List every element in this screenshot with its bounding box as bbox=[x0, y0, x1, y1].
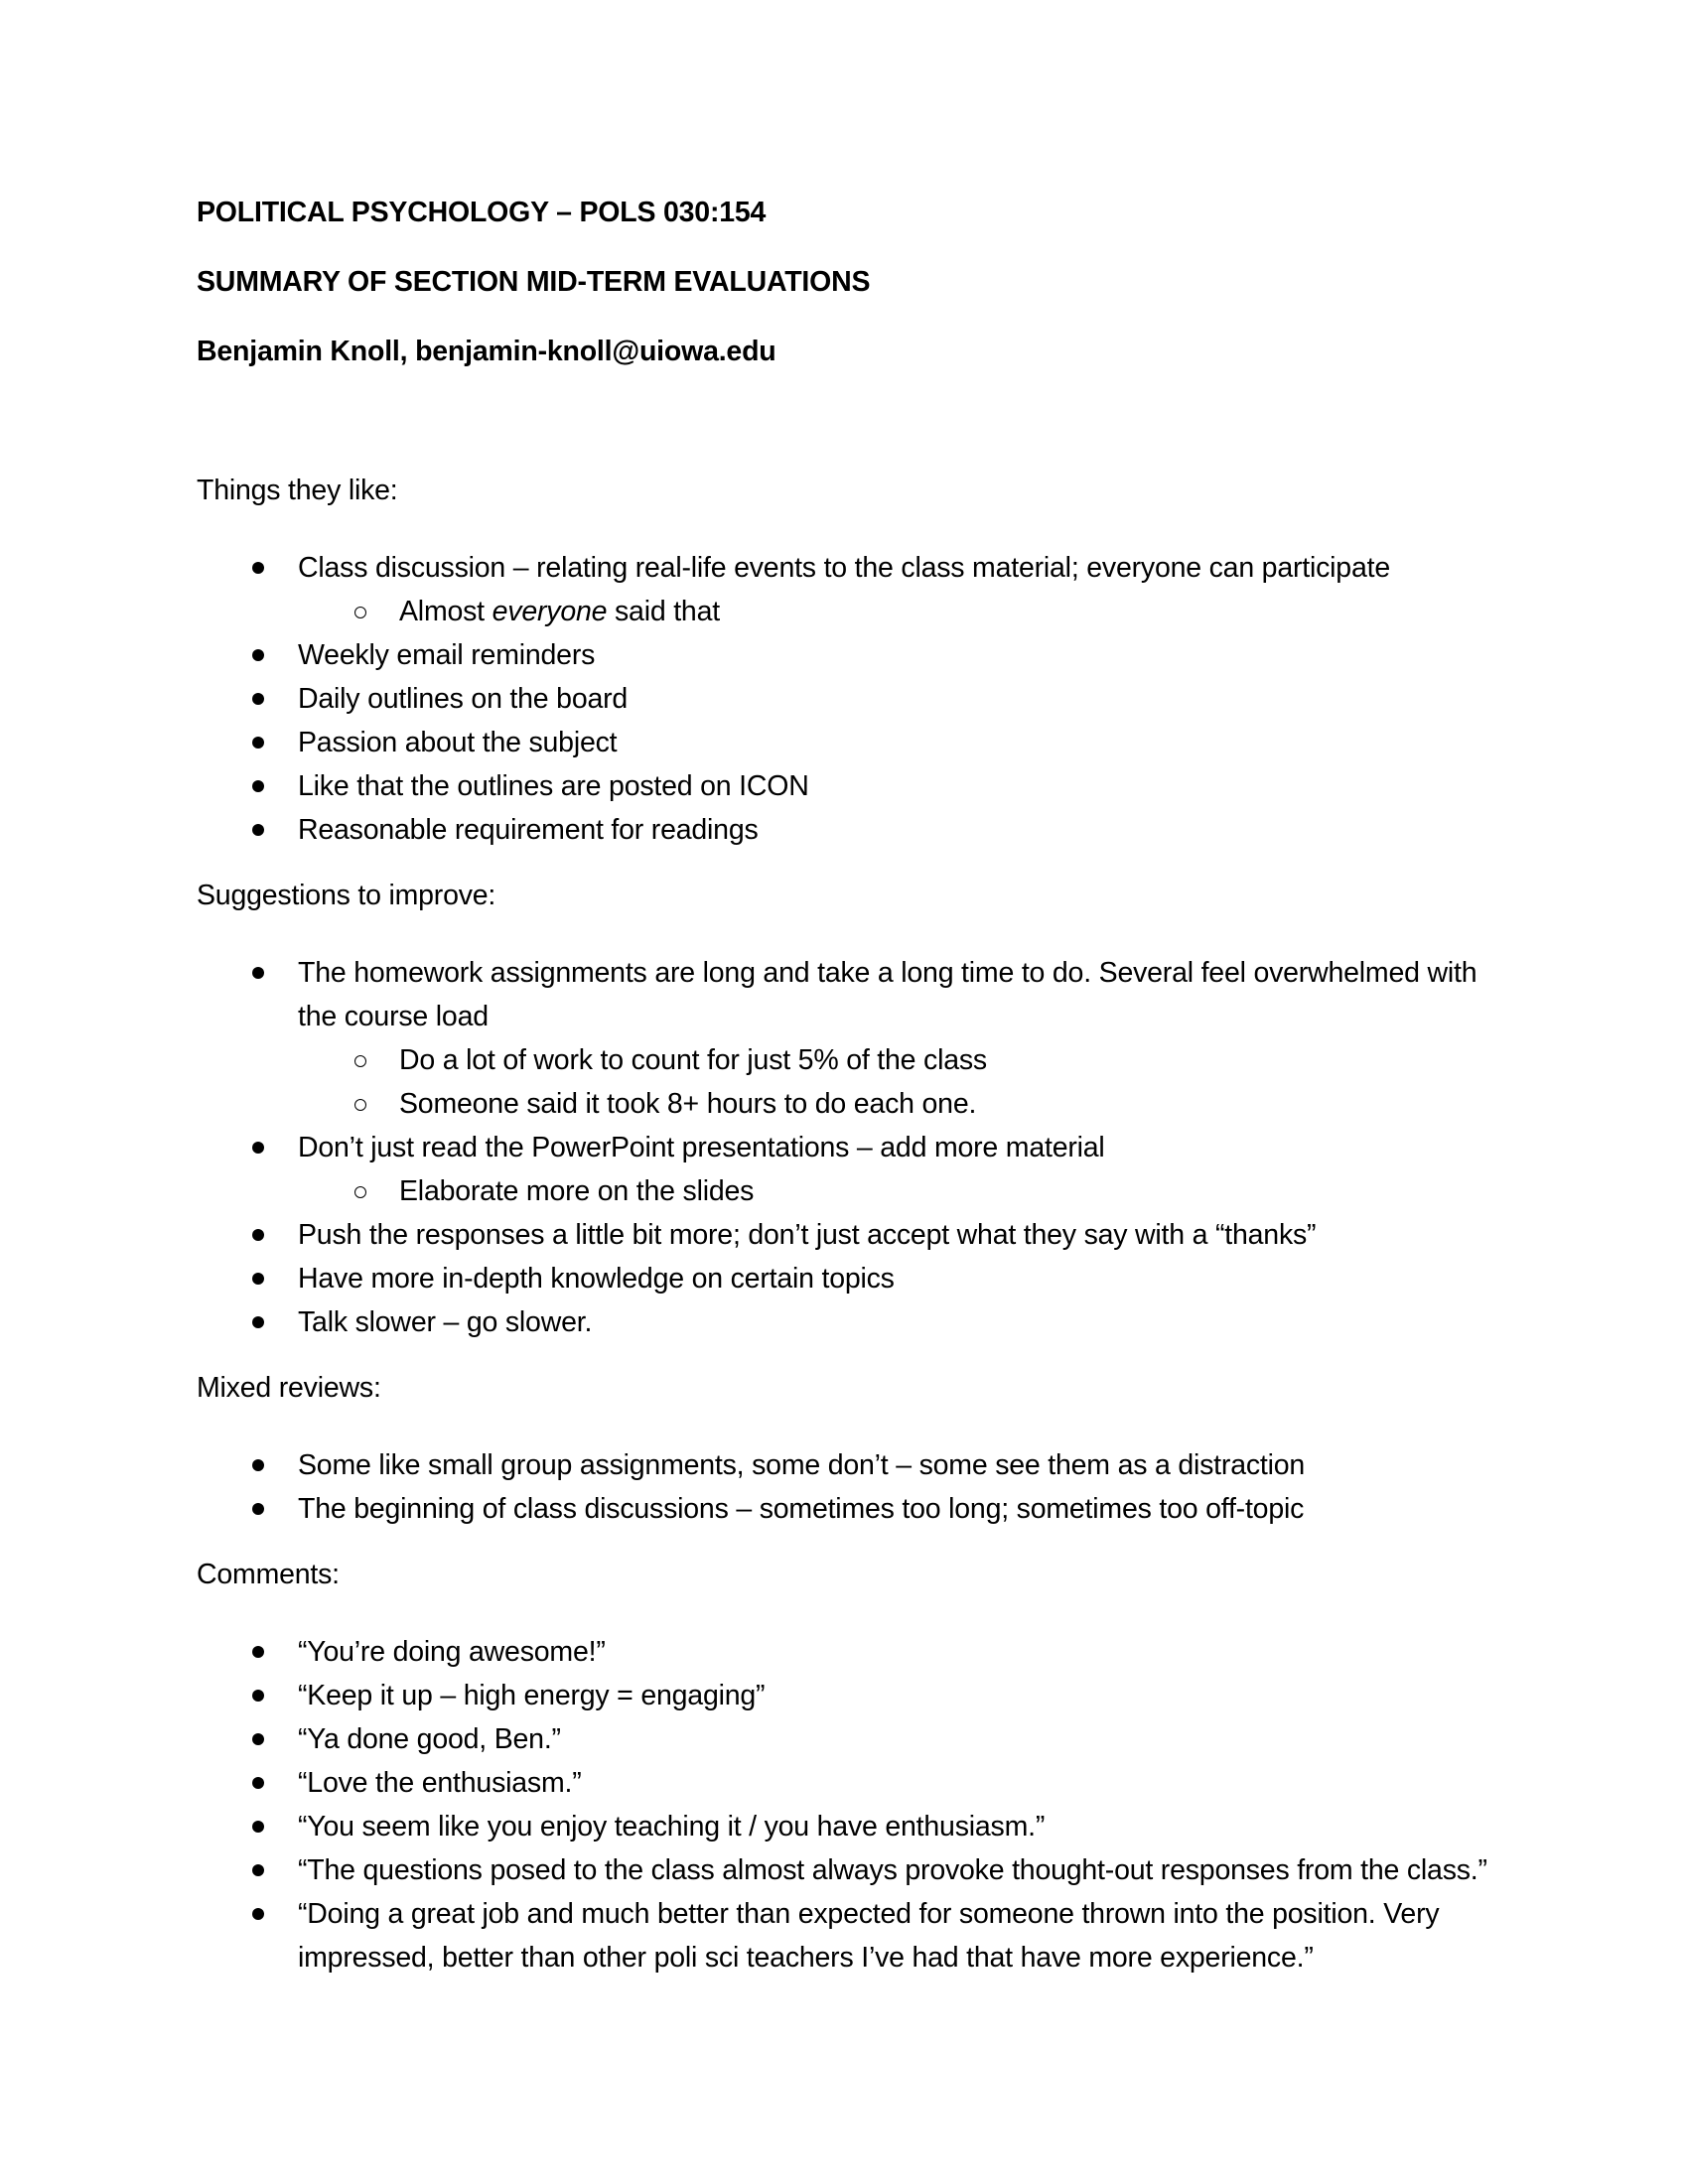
list-item-line: Almost everyone said that bbox=[399, 596, 720, 627]
list-item-line: Weekly email reminders bbox=[298, 639, 596, 671]
solid-dot-bullet-icon bbox=[252, 1733, 264, 1745]
list-item bbox=[197, 1169, 1628, 1213]
solid-dot-bullet-icon bbox=[252, 1142, 264, 1154]
list-item-line: “Doing a great job and much better than expected for someone thrown into the position. Very bbox=[298, 1898, 1440, 1930]
list-item bbox=[197, 1126, 1628, 1169]
list-item bbox=[197, 1674, 1628, 1717]
list-item bbox=[197, 721, 1628, 764]
list-item bbox=[197, 1487, 1628, 1531]
list-item-line: Some like small group assignments, some don’t – some see them as a distraction bbox=[298, 1449, 1306, 1481]
list-item-line: the course load bbox=[298, 1001, 489, 1032]
list-item bbox=[197, 633, 1628, 677]
solid-dot-bullet-icon bbox=[252, 780, 264, 792]
doc-subtitle: SUMMARY OF SECTION MID-TERM EVALUATIONS bbox=[197, 266, 871, 298]
section-heading: Mixed reviews: bbox=[197, 1372, 381, 1404]
hollow-circle-bullet-icon bbox=[354, 607, 366, 618]
list-item bbox=[197, 1892, 1628, 1979]
list-item-line: Have more in-depth knowledge on certain topics bbox=[298, 1263, 895, 1295]
list-item bbox=[197, 1805, 1628, 1848]
list-item-line: Someone said it took 8+ hours to do each one. bbox=[399, 1088, 977, 1120]
doc-author-line: Benjamin Knoll, benjamin-knoll@uiowa.edu bbox=[197, 336, 776, 367]
solid-dot-bullet-icon bbox=[252, 1273, 264, 1285]
list-item bbox=[197, 951, 1628, 1038]
list-item-line: Do a lot of work to count for just 5% of the class bbox=[399, 1044, 987, 1076]
list-item bbox=[197, 1300, 1628, 1344]
list-item-line: Daily outlines on the board bbox=[298, 683, 629, 715]
list-item bbox=[197, 590, 1628, 633]
list-item-line: “Ya done good, Ben.” bbox=[298, 1723, 561, 1755]
section-heading: Things they like: bbox=[197, 475, 398, 506]
solid-dot-bullet-icon bbox=[252, 967, 264, 979]
list-item bbox=[197, 1717, 1628, 1761]
list-item bbox=[197, 1761, 1628, 1805]
list-item bbox=[197, 1213, 1628, 1257]
list-item-line: “Keep it up – high energy = engaging” bbox=[298, 1680, 766, 1711]
list-item bbox=[197, 1443, 1628, 1487]
section-heading: Comments: bbox=[197, 1559, 340, 1590]
list-item bbox=[197, 1630, 1628, 1674]
list-item bbox=[197, 1848, 1628, 1892]
list-item-line: Elaborate more on the slides bbox=[399, 1175, 755, 1207]
solid-dot-bullet-icon bbox=[252, 1777, 264, 1789]
solid-dot-bullet-icon bbox=[252, 1821, 264, 1833]
hollow-circle-bullet-icon bbox=[354, 1186, 366, 1198]
list-item bbox=[197, 1038, 1628, 1082]
section-comments bbox=[197, 1553, 1628, 1979]
solid-dot-bullet-icon bbox=[252, 693, 264, 705]
list-item-line: “The questions posed to the class almost always provoke thought-out responses from the class.” bbox=[298, 1854, 1487, 1886]
list-item-line: The beginning of class discussions – sometimes too long; sometimes too off-topic bbox=[298, 1493, 1305, 1525]
list-item-line: “You’re doing awesome!” bbox=[298, 1636, 606, 1668]
list-item-line: Don’t just read the PowerPoint presentations – add more material bbox=[298, 1132, 1105, 1163]
list-item-line: Reasonable requirement for readings bbox=[298, 814, 759, 846]
solid-dot-bullet-icon bbox=[252, 1459, 264, 1471]
list-item-line: Class discussion – relating real-life events to the class material; everyone can participate bbox=[298, 552, 1390, 584]
list-item-line: Like that the outlines are posted on ICON bbox=[298, 770, 809, 802]
list-item bbox=[197, 546, 1628, 590]
list-item bbox=[197, 808, 1628, 852]
list-item bbox=[197, 764, 1628, 808]
solid-dot-bullet-icon bbox=[252, 1690, 264, 1702]
list-item-line: impressed, better than other poli sci teachers I’ve had that have more experience.” bbox=[298, 1942, 1314, 1974]
solid-dot-bullet-icon bbox=[252, 1864, 264, 1876]
list-item-line: The homework assignments are long and take a long time to do. Several feel overwhelmed with bbox=[298, 957, 1477, 989]
document-sections bbox=[197, 469, 1628, 1979]
list-item-line: “Love the enthusiasm.” bbox=[298, 1767, 582, 1799]
solid-dot-bullet-icon bbox=[252, 1316, 264, 1328]
section-things-they-like bbox=[197, 469, 1628, 852]
solid-dot-bullet-icon bbox=[252, 824, 264, 836]
solid-dot-bullet-icon bbox=[252, 1908, 264, 1920]
solid-dot-bullet-icon bbox=[252, 1229, 264, 1241]
list-item bbox=[197, 677, 1628, 721]
list-item-line: Push the responses a little bit more; don’t just accept what they say with a “thanks” bbox=[298, 1219, 1317, 1251]
list-item-line: “You seem like you enjoy teaching it / you have enthusiasm.” bbox=[298, 1811, 1046, 1843]
solid-dot-bullet-icon bbox=[252, 562, 264, 574]
doc-title: POLITICAL PSYCHOLOGY – POLS 030:154 bbox=[197, 197, 767, 228]
hollow-circle-bullet-icon bbox=[354, 1055, 366, 1067]
list-item bbox=[197, 1257, 1628, 1300]
section-mixed-reviews bbox=[197, 1366, 1628, 1531]
hollow-circle-bullet-icon bbox=[354, 1099, 366, 1111]
list-item bbox=[197, 1082, 1628, 1126]
list-item-line: Passion about the subject bbox=[298, 727, 618, 758]
solid-dot-bullet-icon bbox=[252, 1646, 264, 1658]
list-item-line: Talk slower – go slower. bbox=[298, 1306, 593, 1338]
section-suggestions-to-improve bbox=[197, 874, 1628, 1344]
solid-dot-bullet-icon bbox=[252, 649, 264, 661]
solid-dot-bullet-icon bbox=[252, 737, 264, 749]
solid-dot-bullet-icon bbox=[252, 1503, 264, 1515]
section-heading: Suggestions to improve: bbox=[197, 880, 496, 911]
